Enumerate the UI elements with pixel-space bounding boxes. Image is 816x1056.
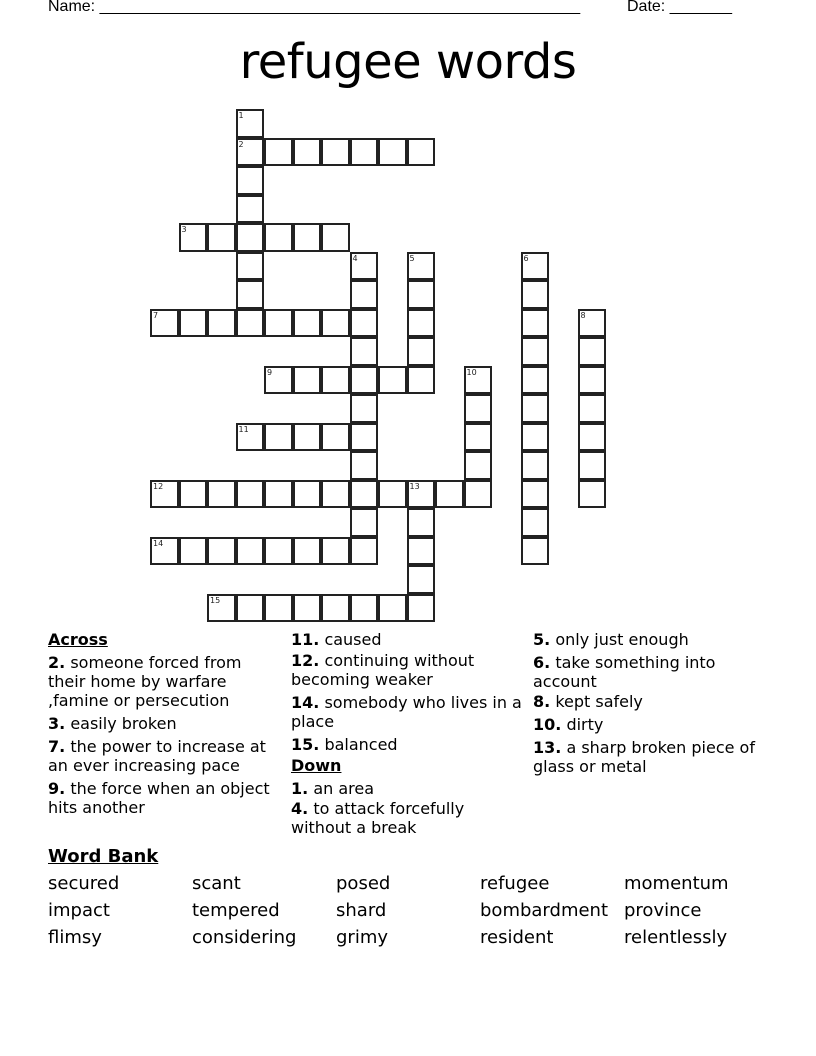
crossword-cell[interactable] xyxy=(407,280,436,309)
crossword-cell[interactable] xyxy=(521,451,550,480)
crossword-cell[interactable] xyxy=(264,309,293,338)
crossword-cell[interactable] xyxy=(293,480,322,509)
word-bank-word: relentlessly xyxy=(624,927,728,948)
cell-number: 15 xyxy=(210,595,221,605)
down-heading: Down xyxy=(291,756,342,775)
crossword-cell[interactable] xyxy=(521,423,550,452)
crossword-cell[interactable] xyxy=(578,309,607,338)
crossword-cell[interactable] xyxy=(350,394,379,423)
cell-number: 2 xyxy=(238,139,244,149)
cell-number: 14 xyxy=(153,538,164,548)
crossword-cell[interactable] xyxy=(236,309,265,338)
crossword-cell[interactable] xyxy=(293,594,322,623)
crossword-cell[interactable] xyxy=(378,366,407,395)
word-bank-word: momentum xyxy=(624,873,729,894)
clue-across-11 xyxy=(291,630,526,649)
clue-text: a sharp broken piece of glass or metal xyxy=(533,738,755,776)
crossword-cell[interactable] xyxy=(350,280,379,309)
crossword-cell[interactable] xyxy=(321,223,350,252)
word-bank-word: scant xyxy=(192,873,241,894)
clue-across-15 xyxy=(291,735,526,754)
crossword-cell[interactable] xyxy=(578,337,607,366)
crossword-cell[interactable] xyxy=(321,480,350,509)
crossword-cell[interactable] xyxy=(521,480,550,509)
crossword-cell[interactable] xyxy=(179,480,208,509)
across-heading: Across xyxy=(48,630,108,649)
clue-number: 8. xyxy=(533,692,551,711)
crossword-cell[interactable] xyxy=(578,366,607,395)
clue-down-13 xyxy=(533,738,773,776)
crossword-cell[interactable] xyxy=(179,309,208,338)
crossword-cell[interactable] xyxy=(207,309,236,338)
clue-text: someone forced from their home by warfare ,famine or persecution xyxy=(48,653,242,710)
crossword-cell[interactable] xyxy=(350,337,379,366)
crossword-cell[interactable] xyxy=(236,138,265,167)
clues-column-2 xyxy=(291,630,526,841)
crossword-cell[interactable] xyxy=(578,451,607,480)
crossword-cell[interactable] xyxy=(578,394,607,423)
crossword-cell[interactable] xyxy=(464,451,493,480)
crossword-cell[interactable] xyxy=(350,366,379,395)
clue-number: 5. xyxy=(533,630,551,649)
crossword-cell[interactable] xyxy=(150,537,179,566)
crossword-cell[interactable] xyxy=(521,508,550,537)
clue-number: 1. xyxy=(291,779,309,798)
crossword-cell[interactable] xyxy=(236,223,265,252)
crossword-cell[interactable] xyxy=(407,337,436,366)
crossword-cell[interactable] xyxy=(264,480,293,509)
crossword-cell[interactable] xyxy=(321,309,350,338)
crossword-cell[interactable] xyxy=(207,480,236,509)
clue-number: 14. xyxy=(291,693,320,712)
crossword-cell[interactable] xyxy=(150,480,179,509)
clue-number: 2. xyxy=(48,653,66,672)
word-bank-word: grimy xyxy=(336,927,389,948)
crossword-cell[interactable] xyxy=(321,366,350,395)
clue-text: only just enough xyxy=(555,630,689,649)
crossword-cell[interactable] xyxy=(207,223,236,252)
crossword-cell[interactable] xyxy=(578,480,607,509)
crossword-cell[interactable] xyxy=(521,309,550,338)
clue-text: somebody who lives in a place xyxy=(291,693,522,731)
word-bank-word: refugee xyxy=(480,873,550,894)
crossword-cell[interactable] xyxy=(321,138,350,167)
clue-text: dirty xyxy=(566,715,604,734)
crossword-cell[interactable] xyxy=(521,280,550,309)
date-field-label: Date: _______ xyxy=(627,0,732,15)
crossword-cell[interactable] xyxy=(407,537,436,566)
crossword-cell[interactable] xyxy=(464,366,493,395)
crossword-cell[interactable] xyxy=(521,394,550,423)
word-bank-word: flimsy xyxy=(48,927,102,948)
crossword-cell[interactable] xyxy=(236,280,265,309)
word-bank-word: considering xyxy=(192,927,297,948)
crossword-cell[interactable] xyxy=(378,480,407,509)
cell-number: 7 xyxy=(153,310,159,320)
crossword-cell[interactable] xyxy=(207,537,236,566)
crossword-cell[interactable] xyxy=(236,195,265,224)
clue-text: easily broken xyxy=(70,714,177,733)
crossword-cell[interactable] xyxy=(150,309,179,338)
crossword-cell[interactable] xyxy=(236,252,265,281)
crossword-cell[interactable] xyxy=(521,366,550,395)
cell-number: 5 xyxy=(409,253,415,263)
crossword-cell[interactable] xyxy=(236,109,265,138)
clue-down-10 xyxy=(533,715,773,734)
crossword-cell[interactable] xyxy=(464,480,493,509)
word-bank-list xyxy=(48,873,768,948)
crossword-cell[interactable] xyxy=(293,366,322,395)
word-bank-word: posed xyxy=(336,873,391,894)
crossword-cell[interactable] xyxy=(464,394,493,423)
crossword-cell[interactable] xyxy=(378,594,407,623)
crossword-cell[interactable] xyxy=(407,565,436,594)
clue-number: 15. xyxy=(291,735,320,754)
crossword-cell[interactable] xyxy=(464,423,493,452)
crossword-cell[interactable] xyxy=(293,138,322,167)
cell-number: 9 xyxy=(267,367,273,377)
cell-number: 6 xyxy=(523,253,529,263)
crossword-cell[interactable] xyxy=(264,138,293,167)
crossword-cell[interactable] xyxy=(378,138,407,167)
cell-number: 8 xyxy=(580,310,586,320)
cell-number: 13 xyxy=(409,481,420,491)
crossword-cell[interactable] xyxy=(236,423,265,452)
clue-across-7 xyxy=(48,737,283,775)
cell-number: 1 xyxy=(238,111,244,120)
crossword-cell[interactable] xyxy=(293,309,322,338)
clue-number: 12. xyxy=(291,651,320,670)
crossword-cell[interactable] xyxy=(350,309,379,338)
clue-number: 9. xyxy=(48,779,66,798)
clue-number: 4. xyxy=(291,799,309,818)
word-bank-word: impact xyxy=(48,900,110,921)
crossword-cell[interactable] xyxy=(264,537,293,566)
word-bank-title: Word Bank xyxy=(48,846,159,867)
word-bank-word: bombardment xyxy=(480,900,609,921)
crossword-cell[interactable] xyxy=(321,537,350,566)
clue-number: 7. xyxy=(48,737,66,756)
clue-across-2 xyxy=(48,653,283,710)
clue-down-6 xyxy=(533,653,773,691)
crossword-cell[interactable] xyxy=(321,423,350,452)
crossword-cell[interactable] xyxy=(350,138,379,167)
crossword-cell[interactable] xyxy=(407,480,436,509)
clue-text: the power to increase at an ever increasing pace xyxy=(48,737,266,775)
crossword-cell[interactable] xyxy=(264,366,293,395)
clue-across-9 xyxy=(48,779,283,817)
crossword-cell[interactable] xyxy=(264,423,293,452)
clue-text: continuing without becoming weaker xyxy=(291,651,475,689)
clue-across-12 xyxy=(291,651,526,689)
crossword-cell[interactable] xyxy=(350,451,379,480)
crossword-cell[interactable] xyxy=(264,594,293,623)
cell-number: 11 xyxy=(238,424,249,434)
cell-number: 10 xyxy=(466,367,477,377)
word-bank-word: resident xyxy=(480,927,554,948)
clue-text: caused xyxy=(324,630,382,649)
crossword-cell[interactable] xyxy=(350,480,379,509)
cell-number: 12 xyxy=(153,481,164,491)
clues-column-1 xyxy=(48,630,283,821)
crossword-cell[interactable] xyxy=(407,594,436,623)
crossword-cell[interactable] xyxy=(236,537,265,566)
crossword-cell[interactable] xyxy=(350,537,379,566)
page-title: refugee words xyxy=(239,34,577,90)
crossword-cell[interactable] xyxy=(350,252,379,281)
clue-text: take something into account xyxy=(533,653,716,691)
cell-number: 3 xyxy=(181,225,187,234)
clue-text: to attack forcefully without a break xyxy=(291,799,465,837)
clue-number: 13. xyxy=(533,738,562,757)
name-field-label: Name: ______________________________________________________ xyxy=(48,0,581,15)
clue-down-5 xyxy=(533,630,773,649)
crossword-cell[interactable] xyxy=(578,423,607,452)
crossword-cell[interactable] xyxy=(264,223,293,252)
cell-number: 4 xyxy=(352,253,358,263)
clue-text: an area xyxy=(313,779,375,798)
clue-text: balanced xyxy=(324,735,398,754)
crossword-cell[interactable] xyxy=(207,594,236,623)
crossword-cell[interactable] xyxy=(236,594,265,623)
word-bank xyxy=(48,846,768,948)
crossword-cell[interactable] xyxy=(179,537,208,566)
crossword-cell[interactable] xyxy=(350,594,379,623)
crossword-cell[interactable] xyxy=(407,138,436,167)
clue-number: 10. xyxy=(533,715,562,734)
crossword-cell[interactable] xyxy=(521,337,550,366)
clue-down-1 xyxy=(291,779,526,798)
clue-across-14 xyxy=(291,693,526,731)
crossword-cell[interactable] xyxy=(293,223,322,252)
clue-number: 11. xyxy=(291,630,320,649)
crossword-cell[interactable] xyxy=(236,166,265,195)
clues-column-3 xyxy=(533,630,773,780)
clue-down-8 xyxy=(533,692,773,711)
crossword-cell[interactable] xyxy=(293,537,322,566)
word-bank-word: tempered xyxy=(192,900,280,921)
crossword-cell[interactable] xyxy=(407,508,436,537)
crossword-cell[interactable] xyxy=(293,423,322,452)
word-bank-word: province xyxy=(624,900,702,921)
clue-down-4 xyxy=(291,799,526,837)
clue-number: 3. xyxy=(48,714,66,733)
crossword-cell[interactable] xyxy=(521,537,550,566)
crossword-cell[interactable] xyxy=(321,594,350,623)
clue-number: 6. xyxy=(533,653,551,672)
crossword-cell[interactable] xyxy=(350,423,379,452)
clue-text: the force when an object hits another xyxy=(48,779,270,817)
crossword-cell[interactable] xyxy=(350,508,379,537)
word-bank-word: shard xyxy=(336,900,387,921)
crossword-cell[interactable] xyxy=(407,366,436,395)
clue-text: kept safely xyxy=(555,692,643,711)
crossword-cell[interactable] xyxy=(179,223,208,252)
clue-across-3 xyxy=(48,714,283,733)
word-bank-word: secured xyxy=(48,873,120,894)
crossword-cell[interactable] xyxy=(236,480,265,509)
crossword-cell[interactable] xyxy=(407,309,436,338)
crossword-cell[interactable] xyxy=(407,252,436,281)
crossword-cell[interactable] xyxy=(435,480,464,509)
crossword-cell[interactable] xyxy=(521,252,550,281)
